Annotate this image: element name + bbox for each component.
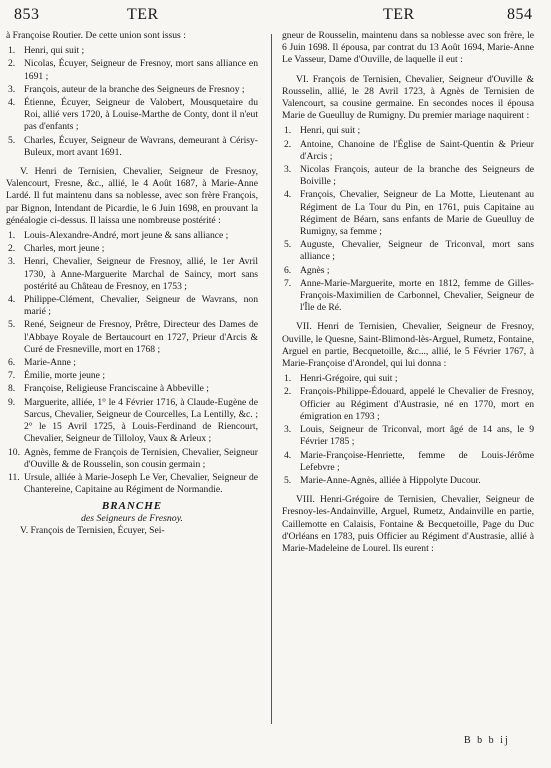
list-item: 3. François, auteur de la branche des Seigneurs de Fresnoy ; <box>8 83 245 95</box>
children-list-3 <box>282 125 534 314</box>
list-item: 4. François, Chevalier, Seigneur de La Motte, Lieutenant au Régiment de La Tour du Pin, en 1761, puis Capitaine au Régiment de Béarn, sans enfants de Marie de Gueulluy de Rumigny, sa femme ; <box>284 189 534 238</box>
paragraph-henri-v: V. Henri de Ternisien, Chevalier, Seigneur de Fresnoy, Valencourt, Fresne, &c., allié, le 4 Août 1687, à Marie-Anne Lardé. Il fut maintenu dans sa noblesse, avec son frère François, par Bignon, Intendant de Picardie, le 6 Juin 1698, en prouvant la généalogie ci-dessus. Il laissa une nombreuse postérité : <box>6 166 258 226</box>
paragraph-francois-vi: VI. François de Ternisien, Chevalier, Seigneur d'Ouville & Rousselin, allié, le 28 Avril 1723, à Agnès de Ternisien de Valencourt, sa cousine germaine. En secondes noces il épousa Marie de Gueulluy de Rumigny. Du premier mariage naquirent : <box>282 73 534 122</box>
continued-paragraph: gneur de Rousselin, maintenu dans sa noblesse avec son frère, le 6 Juin 1698. Il épousa, par contrat du 13 Août 1694, Marie-Anne Le Vasseur, Dame d'Ouville, de laquelle il eut : <box>282 30 534 66</box>
list-item: 5. Marie-Anne-Agnès, alliée à Hippolyte Ducour. <box>284 474 481 486</box>
children-list-4 <box>282 373 534 487</box>
list-item: 5. Charles, Écuyer, Seigneur de Wavrans, demeurant à Cérisy-Buleux, mort avant 1691. <box>8 134 258 158</box>
right-page-number: 854 <box>507 6 533 23</box>
list-item: 1. Louis-Alexandre-André, mort jeune & sans alliance ; <box>8 230 229 242</box>
right-column <box>282 30 534 555</box>
list-item: 4. Philippe-Clément, Chevalier, Seigneur de Wavrans, non marié ; <box>8 294 258 318</box>
left-page-number: 853 <box>14 6 40 23</box>
signature-mark: B b b ij <box>464 735 510 746</box>
list-item: 11. Ursule, alliée à Marie-Joseph Le Ver, Chevalier, Seigneur de Chantereine, Capitaine au Régiment de Normandie. <box>8 471 258 496</box>
column-divider <box>271 34 272 724</box>
list-item: 3. Henri, Chevalier, Seigneur de Fresnoy, allié, le 1er Avril 1730, à Anne-Marguerite Marchal de Saincy, mort sans postérité au Château de Fresnoy, en 1753 ; <box>8 256 258 292</box>
paragraph-henri-vii: VII. Henri de Ternisien, Chevalier, Seigneur de Fresnoy, Ouville, le Quesne, Saint-Blimond-lès-Arguel, Rumetz, Fontaine, Arguel en partie, Becquetoille, &c..., allié, le 5 Février 1767, à Marie-Françoise d'Arondel, qui lui donna : <box>282 321 534 370</box>
list-item: 4. Étienne, Écuyer, Seigneur de Valobert, Mousquetaire du Roi, allié vers 1720, à Louise-Marthe de Conty, dont il n'eut pas d'enfants ; <box>8 97 258 133</box>
list-item: 9. Marguerite, alliée, 1° le 4 Février 1716, à Claude-Eugène de Sarcus, Chevalier, Seigneur de Courcelles, La Lentilly, &c. ; 2° le 15 Avril 1725, à Louis-Ferdinand de Riencourt, Chevalier, Seigneur de Tilloloy, Vaux & Arleux ; <box>8 396 258 445</box>
list-item: 1. Henri-Grégoire, qui suit ; <box>284 373 398 385</box>
right-running-title: TER <box>383 6 415 23</box>
paragraph-francois-v: V. François de Ternisien, Écuyer, Sei- <box>20 524 165 536</box>
left-column <box>6 30 258 537</box>
list-item: 8. Françoise, Religieuse Franciscaine à Abbeville ; <box>8 383 209 395</box>
paragraph-henri-gregoire-viii: VIII. Henri-Grégoire de Ternisien, Chevalier, Seigneur de Fresnoy-les-Andainville, Arguel, Rumetz, Andainville en partie, Caillemotte en Calaisis, Fontaine & Becquetoille, Page du Duc d'Orléans en 1783, puis Officier au Régiment d'Austrasie, allié à Marie-Madeleine de Lourel. Ils eurent : <box>282 494 534 554</box>
branch-heading: BRANCHE <box>101 500 163 513</box>
children-list-2 <box>6 230 258 496</box>
list-item: 3. Nicolas François, auteur de la branche des Seigneurs de Boiville ; <box>284 164 534 188</box>
list-item: 2. Nicolas, Écuyer, Seigneur de Fresnoy, mort sans alliance en 1691 ; <box>8 58 258 82</box>
list-item: 7. Anne-Marie-Marguerite, morte en 1812, femme de Gilles-François-Maximilien de Carbonnel, Chevalier, Seigneur de l'Île de Ré. <box>284 277 534 314</box>
children-list-1 <box>6 45 258 159</box>
left-running-title: TER <box>127 6 159 23</box>
list-item: 2. François-Philippe-Édouard, appelé le Chevalier de Fresnoy, Officier au Régiment d'Austrasie, né en 1770, mort en émigration en 1793 ; <box>284 386 534 422</box>
list-item: 10. Agnès, femme de François de Ternisien, Chevalier, Seigneur d'Ouville & de Rousselin, son cousin germain ; <box>8 446 258 470</box>
list-item: 4. Marie-Françoise-Henriette, femme de Louis-Jérôme Lefebvre ; <box>284 449 534 473</box>
list-item: 1. Henri, qui suit ; <box>8 45 85 57</box>
list-item: 2. Charles, mort jeune ; <box>8 243 105 255</box>
page-header <box>0 4 551 30</box>
list-item: 6. Marie-Anne ; <box>8 357 76 369</box>
list-item: 3. Louis, Seigneur de Triconval, mort âgé de 14 ans, le 9 Février 1785 ; <box>284 424 534 448</box>
list-item: 1. Henri, qui suit ; <box>284 125 361 137</box>
list-item: 7. Émilie, morte jeune ; <box>8 370 105 382</box>
list-item: 6. Agnès ; <box>284 264 330 276</box>
list-item: 2. Antoine, Chanoine de l'Église de Saint-Quentin & Prieur d'Arcis ; <box>284 138 534 162</box>
list-item: 5. Auguste, Chevalier, Seigneur de Triconval, mort sans alliance ; <box>284 239 534 263</box>
intro-paragraph: à Françoise Routier. De cette union sont issus : <box>6 30 186 41</box>
branch-subheading: des Seigneurs de Fresnoy. <box>81 512 183 524</box>
list-item: 5. René, Seigneur de Fresnoy, Prêtre, Directeur des Dames de l'Abbaye Royale de Bertaucourt en 1727, Prieur d'Arcis & Curé de Fresneville, mort en 1768 ; <box>8 319 258 355</box>
